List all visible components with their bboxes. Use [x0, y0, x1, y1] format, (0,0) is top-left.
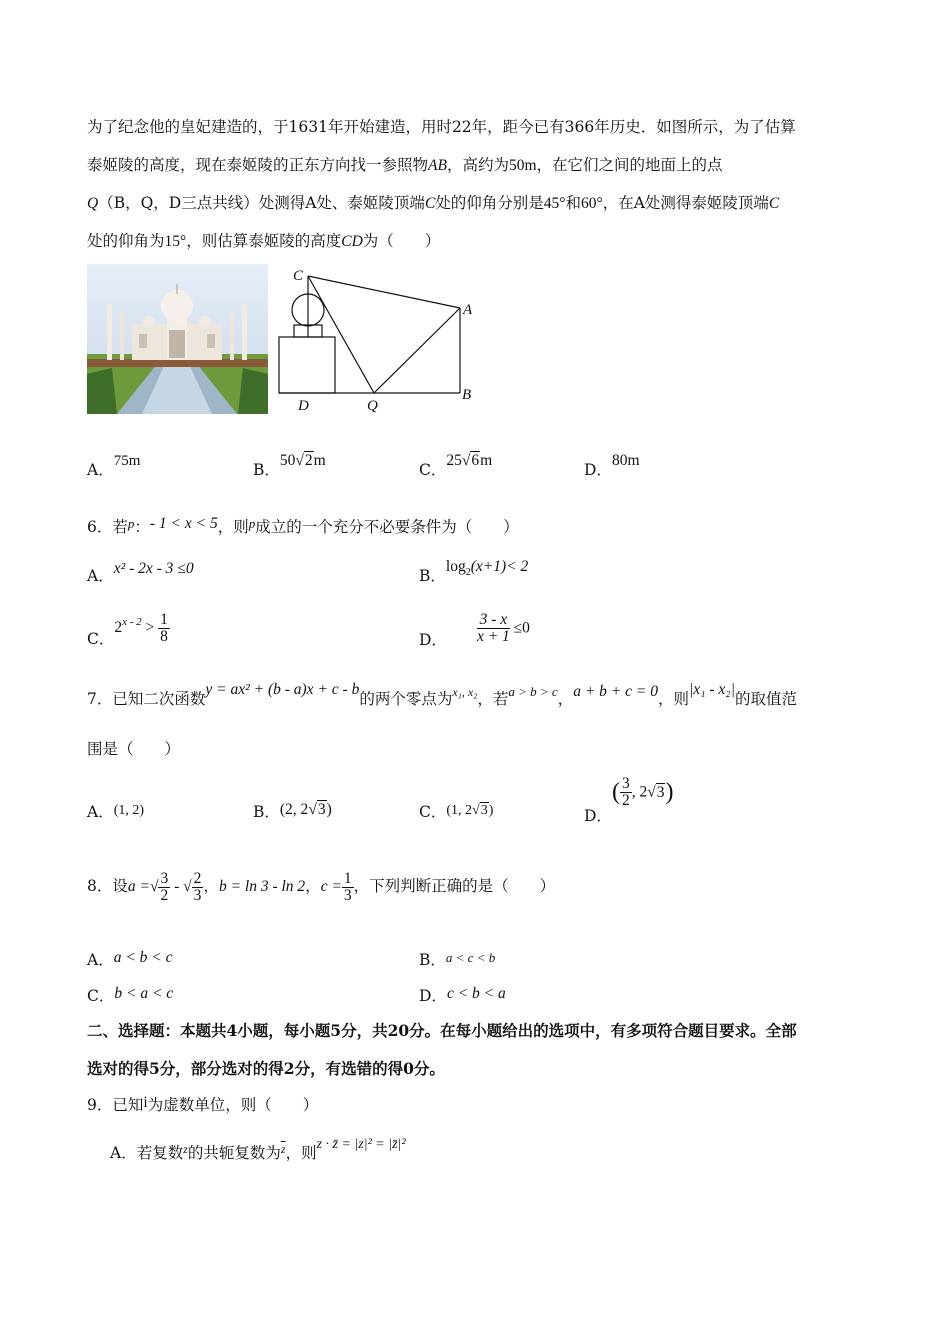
label-C: C [293, 268, 304, 284]
section2-line-2: 选对的得5分，部分选对的得2分，有选错的得0分。 [87, 1059, 445, 1078]
q5-option-c[interactable]: C．25√6m [419, 452, 493, 479]
q5-option-a[interactable]: A．75m [87, 453, 141, 479]
q5-option-b[interactable]: B．50√2m [253, 452, 326, 479]
q6-stem: 6．若$^p$：- 1 < x < 5，则$^p$成立的一个充分不必要条件为（ ） [87, 515, 519, 536]
geometry-figure [276, 262, 486, 418]
q7-stem-line1: 7．已知二次函数y = ax² + (b - a)x + c - b的两个零点为$^{x_1, x_2}$，若$^{a > b > c}$，a + b + c = 0，则|x₁ - x₂|的取值范 [87, 681, 797, 708]
taj-mahal-photo [87, 264, 268, 414]
q7-option-c[interactable]: C．(1, 2√3) [419, 803, 494, 821]
q9-stem: 9．已知i为虚数单位，则（ ） [87, 1094, 319, 1114]
q8-option-b[interactable]: B．a < c < b [419, 950, 496, 969]
q6-option-c[interactable]: C．$2^{x - 2}$ > $\frac{1}{8}$ [87, 611, 168, 649]
q8-option-a[interactable]: A．a < b < c [87, 949, 173, 969]
q6-option-d[interactable]: D． $\frac{3 - x}{x + 1}$ ≤0 [419, 611, 530, 649]
q5-line-4: 处的仰角为15°，则估算泰姬陵的高度CD为（ ） [87, 232, 441, 250]
q5-option-d[interactable]: D．80m [584, 452, 640, 479]
q8-stem: 8．设a =√ $\frac{3}{2}$ - √ $\frac{2}{3}$ ，b = ln 3 - ln 2，c = $\frac{1}{3}$ ，下列判断正确的是（ ） [87, 869, 556, 904]
label-A: A [463, 302, 473, 318]
q6-option-a[interactable]: A．x² - 2x - 3 ≤0 [87, 560, 194, 585]
q6-option-b[interactable]: B．$\log_2(x+1)< 2$ [419, 558, 529, 585]
section2-line-1: 二、选择题：本题共4小题，每小题5分，共20分。在每小题给出的选项中，有多项符合题目要求。全部 [87, 1021, 797, 1040]
q8-option-d[interactable]: D．c < b < a [419, 985, 506, 1005]
label-Q: Q [367, 398, 378, 414]
q7-option-a[interactable]: A．(1, 2) [87, 803, 145, 821]
q7-stem-line2: 围是（ ） [87, 740, 181, 758]
q8-option-c[interactable]: C．b < a < c [87, 985, 174, 1005]
q5-line-2: 泰姬陵的高度，现在泰姬陵的正东方向找一参照物AB，高约为50m，在它们之间的地面上的点 [87, 156, 723, 174]
q7-option-d[interactable]: D．( $\frac{3}{2}$ , 2√3) [584, 775, 674, 825]
q9-option-a[interactable]: A．若复数$^z$的共轭复数为$^{\overline{z}}$，则z · z̄ = |z|² = |z̄|² [110, 1137, 406, 1162]
q5-line-1: 为了纪念他的皇妃建造的，于1631年开始建造，用时22年，距今已有366年历史．如图所示，为了估算 [87, 118, 796, 136]
q5-line-3: Q（B，Q，D三点共线）处测得A处、泰姬陵顶端C处的仰角分别是45°和60°，在A处测得泰姬陵顶端C [87, 194, 780, 212]
label-D: D [298, 398, 309, 414]
label-B: B [462, 387, 472, 403]
q7-option-b[interactable]: B．(2, 2√3) [253, 801, 332, 821]
